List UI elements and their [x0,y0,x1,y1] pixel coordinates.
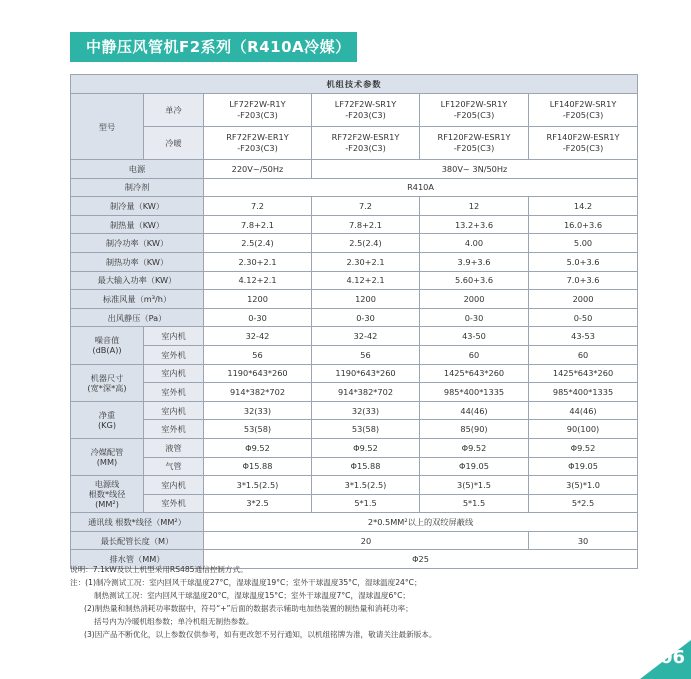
refrigerant-label: 制冷剂 [71,178,204,197]
value-cell: 1190*643*260 [204,364,312,383]
value-cell: 0-30 [420,308,529,327]
sub-label: 室内机 [144,401,204,420]
value-cell: 44(46) [420,401,529,420]
sub-label: 室外机 [144,494,204,513]
value-cell: 5*1.5 [312,494,420,513]
value-cell: 5*1.5 [420,494,529,513]
value-cell: 3(5)*1.0 [529,476,638,495]
value-cell: 0-30 [204,308,312,327]
drain-label: 排水管（MM） [71,550,204,569]
page-number: 06 [660,647,686,668]
power-value: 380V~ 3N/50Hz [312,160,638,179]
value-cell: 5.0+3.6 [529,252,638,271]
value-cell: Φ9.52 [204,438,312,457]
note-line: 括号内为冷暖机组参数；单冷机组无制热参数。 [94,617,254,626]
value-cell: 53(58) [312,420,420,439]
value-cell: 2.30+2.1 [204,252,312,271]
note-line: (3)因产品不断优化，以上参数仅供参考，如有更改恕不另行通知，以机组铭牌为准，敬请关注最新版本。 [84,630,437,639]
power-label: 电源 [71,160,204,179]
max-input-label: 最大输入功率（KW） [71,271,204,290]
model-cell: RF140F2W-ESR1Y -F205(C3) [529,127,638,160]
value-cell: 3*1.5(2.5) [204,476,312,495]
note-line: 注：(1)制冷测试工况：室内回风干球温度27°C，湿球温度19°C；室外干球温度35°C，湿球温度24°C； [70,578,422,587]
value-cell: 3(5)*1.5 [420,476,529,495]
value-cell: 1425*643*260 [529,364,638,383]
cooling-capacity-label: 制冷量（KW） [71,197,204,216]
heating-capacity-label: 制热量（KW） [71,215,204,234]
sub-label: 液管 [144,438,204,457]
sub-label: 室外机 [144,345,204,364]
value-cell: 43-50 [420,327,529,346]
drain-value: Φ25 [204,550,638,569]
value-cell: 60 [420,345,529,364]
value-cell: 12 [420,197,529,216]
notes [70,563,650,641]
value-cell: 43-53 [529,327,638,346]
value-cell: 7.8+2.1 [204,215,312,234]
value-cell: 32-42 [204,327,312,346]
value-cell: 7.0+3.6 [529,271,638,290]
value-cell: 7.2 [312,197,420,216]
page-title: 中静压风管机F2系列（R410A冷媒） [70,32,357,62]
model-cell: LF72F2W-R1Y -F203(C3) [204,94,312,127]
note-line: (2)制热量和制热消耗功率数据中，符号“+”后面的数据表示辅助电加热装置的制热量和消耗功率； [84,604,413,613]
value-cell: 985*400*1335 [420,383,529,402]
value-cell: 1200 [312,290,420,309]
value-cell: 5.60+3.6 [420,271,529,290]
sub-label: 室外机 [144,383,204,402]
max-pipe-value: 30 [529,531,638,550]
value-cell: 2000 [420,290,529,309]
sub-label: 室外机 [144,420,204,439]
pipe-group-label: 冷媒配管 (MM) [71,438,144,475]
model-cell: RF120F2W-ESR1Y -F205(C3) [420,127,529,160]
value-cell: 7.2 [204,197,312,216]
noise-group-label: 噪音值 (dB(A)) [71,327,144,364]
value-cell: 16.0+3.6 [529,215,638,234]
value-cell: 44(46) [529,401,638,420]
note-line: 说明：7.1kW及以上机型采用RS485通信控制方式。 [70,565,248,574]
value-cell: 60 [529,345,638,364]
value-cell: Φ19.05 [529,457,638,476]
model-cell: LF120F2W-SR1Y -F205(C3) [420,94,529,127]
value-cell: 85(90) [420,420,529,439]
value-cell: Φ19.05 [420,457,529,476]
value-cell: 3.9+3.6 [420,252,529,271]
cooling-power-label: 制冷功率（KW） [71,234,204,253]
value-cell: 3*1.5(2.5) [312,476,420,495]
cooling-only-label: 单冷 [144,94,204,127]
cable-group-label: 电源线 根数*线径 (MM²) [71,476,144,513]
comm-label: 通讯线 根数*线径（MM²） [71,513,204,532]
weight-group-label: 净重 (KG) [71,401,144,438]
value-cell: 914*382*702 [312,383,420,402]
model-label: 型号 [71,94,144,160]
value-cell: 32(33) [312,401,420,420]
value-cell: 1190*643*260 [312,364,420,383]
value-cell: 53(58) [204,420,312,439]
heat-pump-label: 冷暖 [144,127,204,160]
model-cell: RF72F2W-ER1Y -F203(C3) [204,127,312,160]
sub-label: 室内机 [144,364,204,383]
value-cell: 2.5(2.4) [204,234,312,253]
value-cell: 4.12+2.1 [204,271,312,290]
value-cell: Φ15.88 [204,457,312,476]
max-pipe-value: 20 [204,531,529,550]
value-cell: 0-50 [529,308,638,327]
value-cell: 56 [204,345,312,364]
value-cell: 32(33) [204,401,312,420]
value-cell: 1200 [204,290,312,309]
value-cell: 14.2 [529,197,638,216]
note-line: 制热测试工况：室内回风干球温度20°C，湿球温度15°C；室外干球温度7°C，湿球温度6°C； [94,591,410,600]
airflow-label: 标准风量（m³/h） [71,290,204,309]
value-cell: 2.5(2.4) [312,234,420,253]
value-cell: 914*382*702 [204,383,312,402]
refrigerant-value: R410A [204,178,638,197]
table-header: 机组技术参数 [71,75,638,94]
model-cell: LF140F2W-SR1Y -F205(C3) [529,94,638,127]
value-cell: 5*2.5 [529,494,638,513]
value-cell: 56 [312,345,420,364]
heating-power-label: 制热功率（KW） [71,252,204,271]
value-cell: 90(100) [529,420,638,439]
value-cell: Φ9.52 [312,438,420,457]
value-cell: 5.00 [529,234,638,253]
value-cell: 0-30 [312,308,420,327]
value-cell: 4.12+2.1 [312,271,420,290]
power-value: 220V~/50Hz [204,160,312,179]
sub-label: 室内机 [144,476,204,495]
spec-table [70,74,638,569]
sub-label: 室内机 [144,327,204,346]
value-cell: Φ9.52 [420,438,529,457]
value-cell: Φ15.88 [312,457,420,476]
sub-label: 气管 [144,457,204,476]
value-cell: 4.00 [420,234,529,253]
comm-value: 2*0.5MM²以上的双绞屏蔽线 [204,513,638,532]
model-cell: RF72F2W-ESR1Y -F203(C3) [312,127,420,160]
value-cell: 13.2+3.6 [420,215,529,234]
value-cell: 2000 [529,290,638,309]
size-group-label: 机器尺寸 (宽*深*高) [71,364,144,401]
value-cell: 32-42 [312,327,420,346]
value-cell: 7.8+2.1 [312,215,420,234]
value-cell: 1425*643*260 [420,364,529,383]
value-cell: 2.30+2.1 [312,252,420,271]
max-pipe-label: 最长配管长度（M） [71,531,204,550]
value-cell: 3*2.5 [204,494,312,513]
model-cell: LF72F2W-SR1Y -F203(C3) [312,94,420,127]
value-cell: 985*400*1335 [529,383,638,402]
static-pressure-label: 出风静压（Pa） [71,308,204,327]
value-cell: Φ9.52 [529,438,638,457]
